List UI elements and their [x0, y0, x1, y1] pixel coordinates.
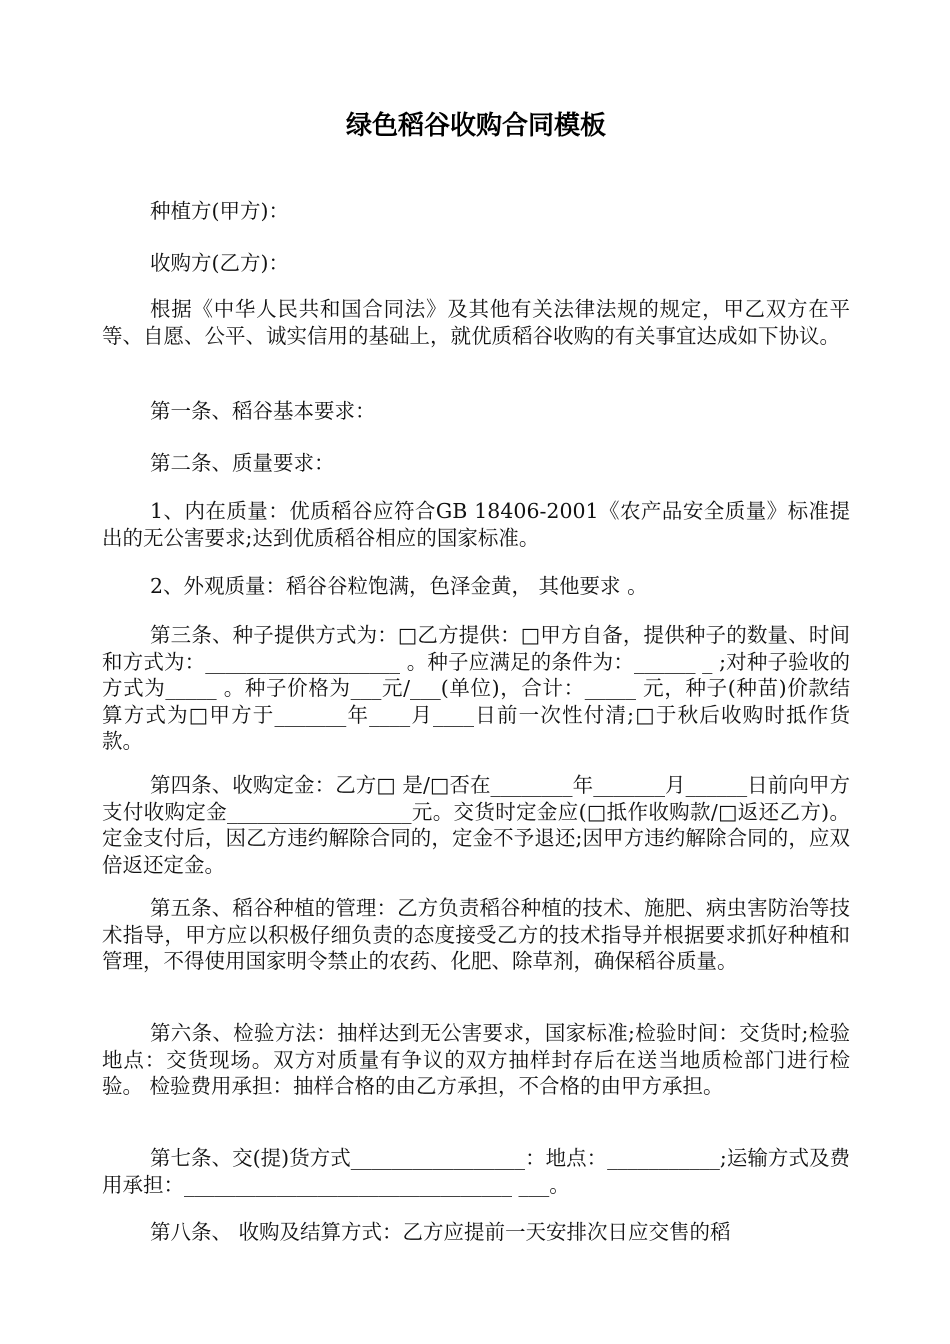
article-2-heading: 第二条、质量要求：	[150, 451, 335, 475]
internal-quality-paragraph: 1、内在质量：优质稻谷应符合GB 18406-2001《农产品安全质量》标准提出的无公害要求;达到优质稻谷相应的国家标准。	[102, 499, 850, 550]
article-6-paragraph: 第六条、检验方法：抽样达到无公害要求，国家标准;检验时间：交货时;检验地点：交货现场。双方对质量有争议的双方抽样封存后在送当地质检部门进行检验。 检验费用承担：抽样合格的由乙方承担，不合格的由甲方承担。	[102, 1021, 850, 1098]
party-a-line: 种植方(甲方)：	[150, 199, 289, 223]
article-3-paragraph: 第三条、种子提供方式为：□乙方提供：□甲方自备，提供种子的数量、时间和方式为：___________________ 。种子应满足的条件为：______ _ ;对种子验收的方式为_____ 。种子价格为___元/___(单位)，合计：_____ 元，种子(种苗)价款结算方式为□甲方于_______年____月____日前一次性付清;□于秋后收购时抵作货款。	[102, 623, 850, 753]
article-1-heading: 第一条、稻谷基本要求：	[150, 399, 376, 423]
document-title: 绿色稻谷收购合同模板	[345, 111, 606, 141]
appearance-quality-paragraph: 2、外观质量：稻谷谷粒饱满，色泽金黄， 其他要求 。	[150, 574, 648, 598]
article-8-paragraph: 第八条、 收购及结算方式：乙方应提前一天安排次日应交售的稻	[150, 1220, 731, 1244]
preamble-paragraph: 根据《中华人民共和国合同法》及其他有关法律法规的规定，甲乙双方在平等、自愿、公平、诚实信用的基础上，就优质稻谷收购的有关事宜达成如下协议。	[102, 297, 850, 348]
article-7-paragraph: 第七条、交(提)货方式_________________：地点：___________;运输方式及费用承担：________________________________ ___。	[102, 1146, 850, 1197]
party-b-line: 收购方(乙方)：	[150, 251, 289, 275]
article-5-paragraph: 第五条、稻谷种植的管理：乙方负责稻谷种植的技术、施肥、病虫害防治等技术指导，甲方应以积极仔细负责的态度接受乙方的技术指导并根据要求抓好种植和管理，不得使用国家明令禁止的农药、化肥、除草剂，确保稻谷质量。	[102, 896, 850, 973]
article-4-paragraph: 第四条、收购定金：乙方□ 是/□否在________年_______月______日前向甲方支付收购定金__________________元。交货时定金应(□抵作收购款/□返还乙方)。定金支付后，因乙方违约解除合同的，定金不予退还;因甲方违约解除合同的，应双倍返还定金。	[102, 773, 850, 877]
